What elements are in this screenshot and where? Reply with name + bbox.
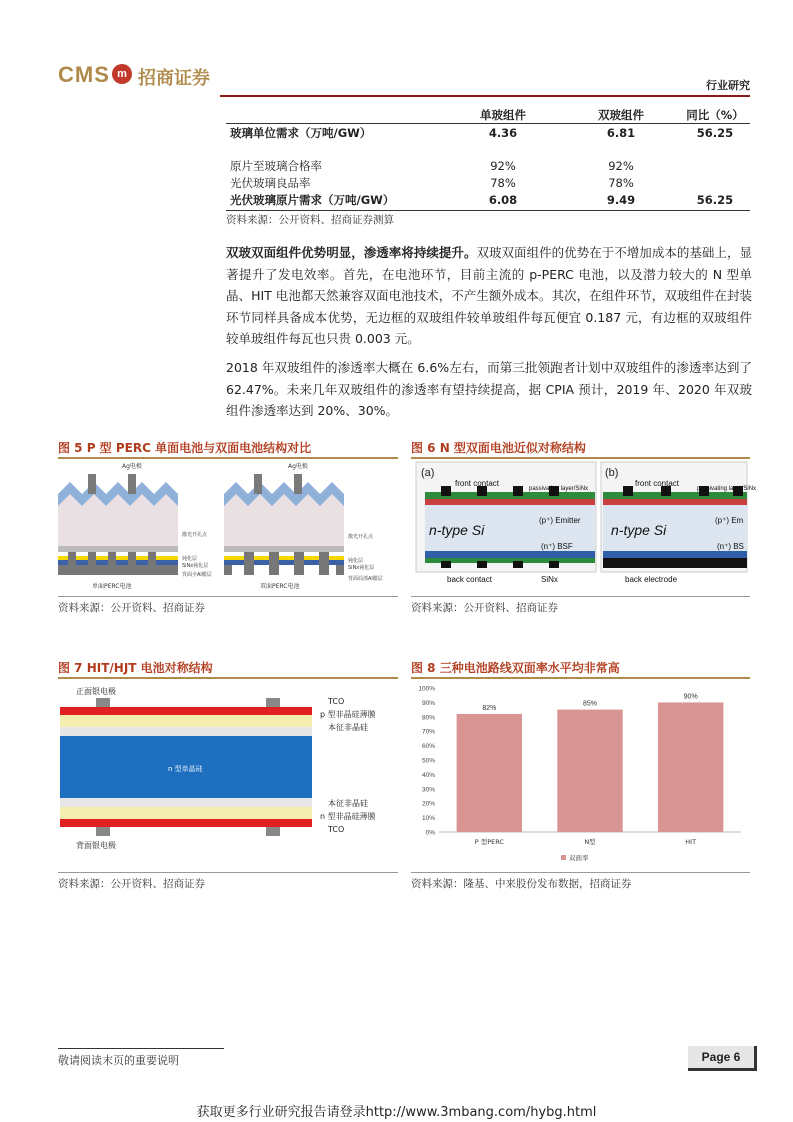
fig6-b-bulk: n-type Si <box>611 522 667 538</box>
y-tick-label: 50% <box>421 757 435 765</box>
fig6-a-emitter: (p⁺) Emitter <box>539 516 581 525</box>
row-value-c <box>680 157 750 174</box>
row-value-b: 78% <box>608 175 634 190</box>
fig5-label-laser: 激光开孔点 <box>182 532 208 538</box>
fig6-b-bsf: (n⁺) BS <box>717 542 744 551</box>
table-header-single: 单玻组件 <box>444 106 562 124</box>
fig6-panel-a <box>416 462 596 584</box>
y-tick-label: 80% <box>421 714 435 722</box>
logo-text: CMS <box>58 62 110 87</box>
row-value-c <box>680 174 750 191</box>
y-tick-label: 90% <box>421 699 435 707</box>
fig5-label-passivation: 钝化层 <box>182 556 198 562</box>
fig5-ag-label-right: Ag电极 <box>288 463 308 470</box>
table-spacer <box>226 141 750 157</box>
fig7-n-amorphous: n 型非晶硅薄膜 <box>320 812 376 821</box>
logo-company-name: 招商证券 <box>138 68 210 89</box>
fig7-title-rule <box>58 677 398 679</box>
footer-disclaimer: 敬请阅读末页的重要说明 <box>58 1054 179 1067</box>
fig8-title-rule <box>411 677 750 679</box>
row-label: 原片至玻璃合格率 <box>230 158 322 173</box>
fig8-title: 图 8 三种电池路线双面率水平均非常高 <box>411 661 620 675</box>
fig6-a-label: (a) <box>421 467 435 479</box>
fig6-title-rule <box>411 457 750 459</box>
row-value-b: 9.49 <box>606 192 636 207</box>
single-perc-cell <box>58 462 178 590</box>
bar-data-label: 82% <box>482 704 497 712</box>
y-tick-label: 70% <box>421 728 435 736</box>
fig6-b-front-contact: front contact <box>635 479 680 488</box>
fig6-b-back-electrode: back electrode <box>625 575 678 584</box>
fig7-diagram <box>58 680 398 870</box>
fig8-source: 资料来源：隆基、中来股份发布数据，招商证券 <box>411 878 632 890</box>
bar <box>658 702 723 832</box>
table-source: 资料来源：公开资料、招商证券测算 <box>226 214 394 226</box>
fig7-top-electrode: 正面银电极 <box>76 687 116 696</box>
fig6-bottom-rule <box>411 596 750 597</box>
fig6-a-bsf: (n⁺) BSF <box>541 542 573 551</box>
fig5-caption-right: 双面PERC电池 <box>260 583 300 590</box>
y-tick-label: 60% <box>421 743 435 751</box>
fig7-core: n 型单晶硅 <box>168 765 203 773</box>
footer-rule <box>58 1048 224 1049</box>
fig6-b-passivating: passivating layer/SiNx <box>697 486 757 492</box>
section-label: 行业研究 <box>706 79 750 92</box>
fig5-label-full-al: 背面全Al膜层 <box>182 572 212 578</box>
fig7-tco-top: TCO <box>328 697 345 706</box>
fig7-p-amorphous: p 型非晶硅薄膜 <box>320 710 376 719</box>
fig6-title: 图 6 N 型双面电池近似对称结构 <box>411 441 586 455</box>
logo-mark-icon: m <box>112 64 132 84</box>
fig8-bottom-rule <box>411 872 750 873</box>
legend-swatch <box>561 855 566 860</box>
fig7-title: 图 7 HIT/HJT 电池对称结构 <box>58 661 213 675</box>
table-header-blank <box>226 106 444 124</box>
row-value-a: 6.08 <box>488 192 518 207</box>
header-divider <box>220 95 750 97</box>
paragraph-1-lead: 双玻双面组件优势明显，渗透率将持续提升。 <box>226 245 477 260</box>
fig6-a-passivating: passivating layer/SiNx <box>529 486 589 492</box>
page-number: Page 6 <box>688 1046 757 1071</box>
legend-label: 双面率 <box>569 854 589 862</box>
row-value-a: 78% <box>490 175 516 190</box>
fig5-source: 资料来源：公开资料、招商证券 <box>58 602 205 614</box>
y-tick-label: 20% <box>421 800 435 808</box>
fig5-label-sinx-right: SiNx钝化层 <box>348 565 375 571</box>
row-value-a: 92% <box>490 158 516 173</box>
x-tick-label: N型 <box>584 838 596 846</box>
fig5-title-rule <box>58 457 398 459</box>
bar-data-label: 85% <box>582 700 598 708</box>
fig6-b-label: (b) <box>605 467 619 479</box>
x-tick-label: HIT <box>685 838 697 846</box>
fig7-source: 资料来源：公开资料、招商证券 <box>58 878 205 890</box>
glass-demand-table <box>226 106 750 208</box>
fig7-tco-bottom: TCO <box>328 825 345 834</box>
row-value-c: 56.25 <box>696 192 734 207</box>
table-header-double: 双玻组件 <box>562 106 680 124</box>
table-row <box>226 124 750 142</box>
fig5-label-passivation-right: 钝化层 <box>348 558 364 564</box>
fig5-label-sinx: SiNx钝化层 <box>182 563 209 569</box>
fig8-bar-chart <box>411 680 750 870</box>
row-value-a: 4.36 <box>488 125 518 140</box>
row-value-c: 56.25 <box>696 125 734 140</box>
promo-link[interactable]: 获取更多行业研究报告请登录http://www.3mbang.com/hybg.html <box>196 1105 597 1120</box>
bifacial-perc-cell <box>224 462 344 590</box>
fig7-intrinsic-bottom: 本征非晶硅 <box>328 799 368 808</box>
fig5-title: 图 5 P 型 PERC 单面电池与双面电池结构对比 <box>58 441 312 455</box>
fig5-diagram <box>58 460 398 596</box>
fig6-panel-b <box>601 462 756 584</box>
y-tick-label: 40% <box>421 771 435 779</box>
paragraph-1 <box>226 242 752 350</box>
fig6-a-sinx: SiNx <box>541 575 558 584</box>
fig6-b-emitter: (p⁺) Em <box>715 516 744 525</box>
table-row <box>226 191 750 208</box>
fig5-label-local-al: 背面局部Al膜层 <box>348 576 383 582</box>
fig6-source: 资料来源：公开资料、招商证券 <box>411 602 558 614</box>
x-tick-label: P 型PERC <box>474 838 504 846</box>
fig5-bottom-rule <box>58 596 398 597</box>
paragraph-2: 2018 年双玻组件的渗透率大概在 6.6%左右，而第三批领跑者计划中双玻组件的渗透率达到了 62.47%。未来几年双玻组件的渗透率有望持续提高，据 CPIA 预计，2019 年、2020 年双玻组件渗透率达到 20%、30%。 <box>226 360 752 418</box>
bar <box>557 710 622 832</box>
table-header-yoy: 同比（%） <box>680 106 750 124</box>
row-value-b: 92% <box>608 158 634 173</box>
bar <box>457 714 522 832</box>
fig7-bottom-electrode: 背面银电极 <box>76 841 116 850</box>
bar-data-label: 90% <box>683 693 698 701</box>
row-value-b: 6.81 <box>606 125 636 140</box>
fig7-intrinsic-top: 本征非晶硅 <box>328 723 368 732</box>
fig5-label-laser-right: 激光开孔点 <box>348 534 374 540</box>
row-label: 玻璃单位需求（万吨/GW） <box>230 125 372 140</box>
paragraph-1-body: 双玻双面组件的优势在于不增加成本的基础上，显著提升了发电效率。首先，在电池环节，目前主流的 p-PERC 电池，以及潜力较大的 N 型单晶、HIT 电池都天然兼容双面电池技术，不产生额外成本。其次，在组件环节，双玻组件在封装环节同样具备成本优势，无边框的双玻组件较单玻组件每瓦便宜 0.187 元，有边框的双玻组件较单玻组件每瓦也只贵 0.003 元。 <box>226 245 752 346</box>
fig6-diagram <box>411 460 757 596</box>
table-bottom-rule <box>226 210 750 211</box>
fig6-a-bulk: n-type Si <box>429 522 485 538</box>
row-label: 光伏玻璃良品率 <box>230 175 311 190</box>
y-tick-label: 0% <box>425 829 435 837</box>
fig7-bottom-rule <box>58 872 398 873</box>
y-tick-label: 30% <box>421 786 435 794</box>
fig5-caption-left: 单面PERC电池 <box>92 583 132 590</box>
fig6-a-back-contact: back contact <box>447 575 492 584</box>
table-row <box>226 174 750 191</box>
table-row <box>226 157 750 174</box>
y-tick-label: 10% <box>421 815 435 823</box>
fig5-ag-label-left: Ag电极 <box>122 463 142 470</box>
fig6-a-front-contact: front contact <box>455 479 500 488</box>
row-label: 光伏玻璃原片需求（万吨/GW） <box>230 192 395 207</box>
y-tick-label: 100% <box>418 685 435 693</box>
